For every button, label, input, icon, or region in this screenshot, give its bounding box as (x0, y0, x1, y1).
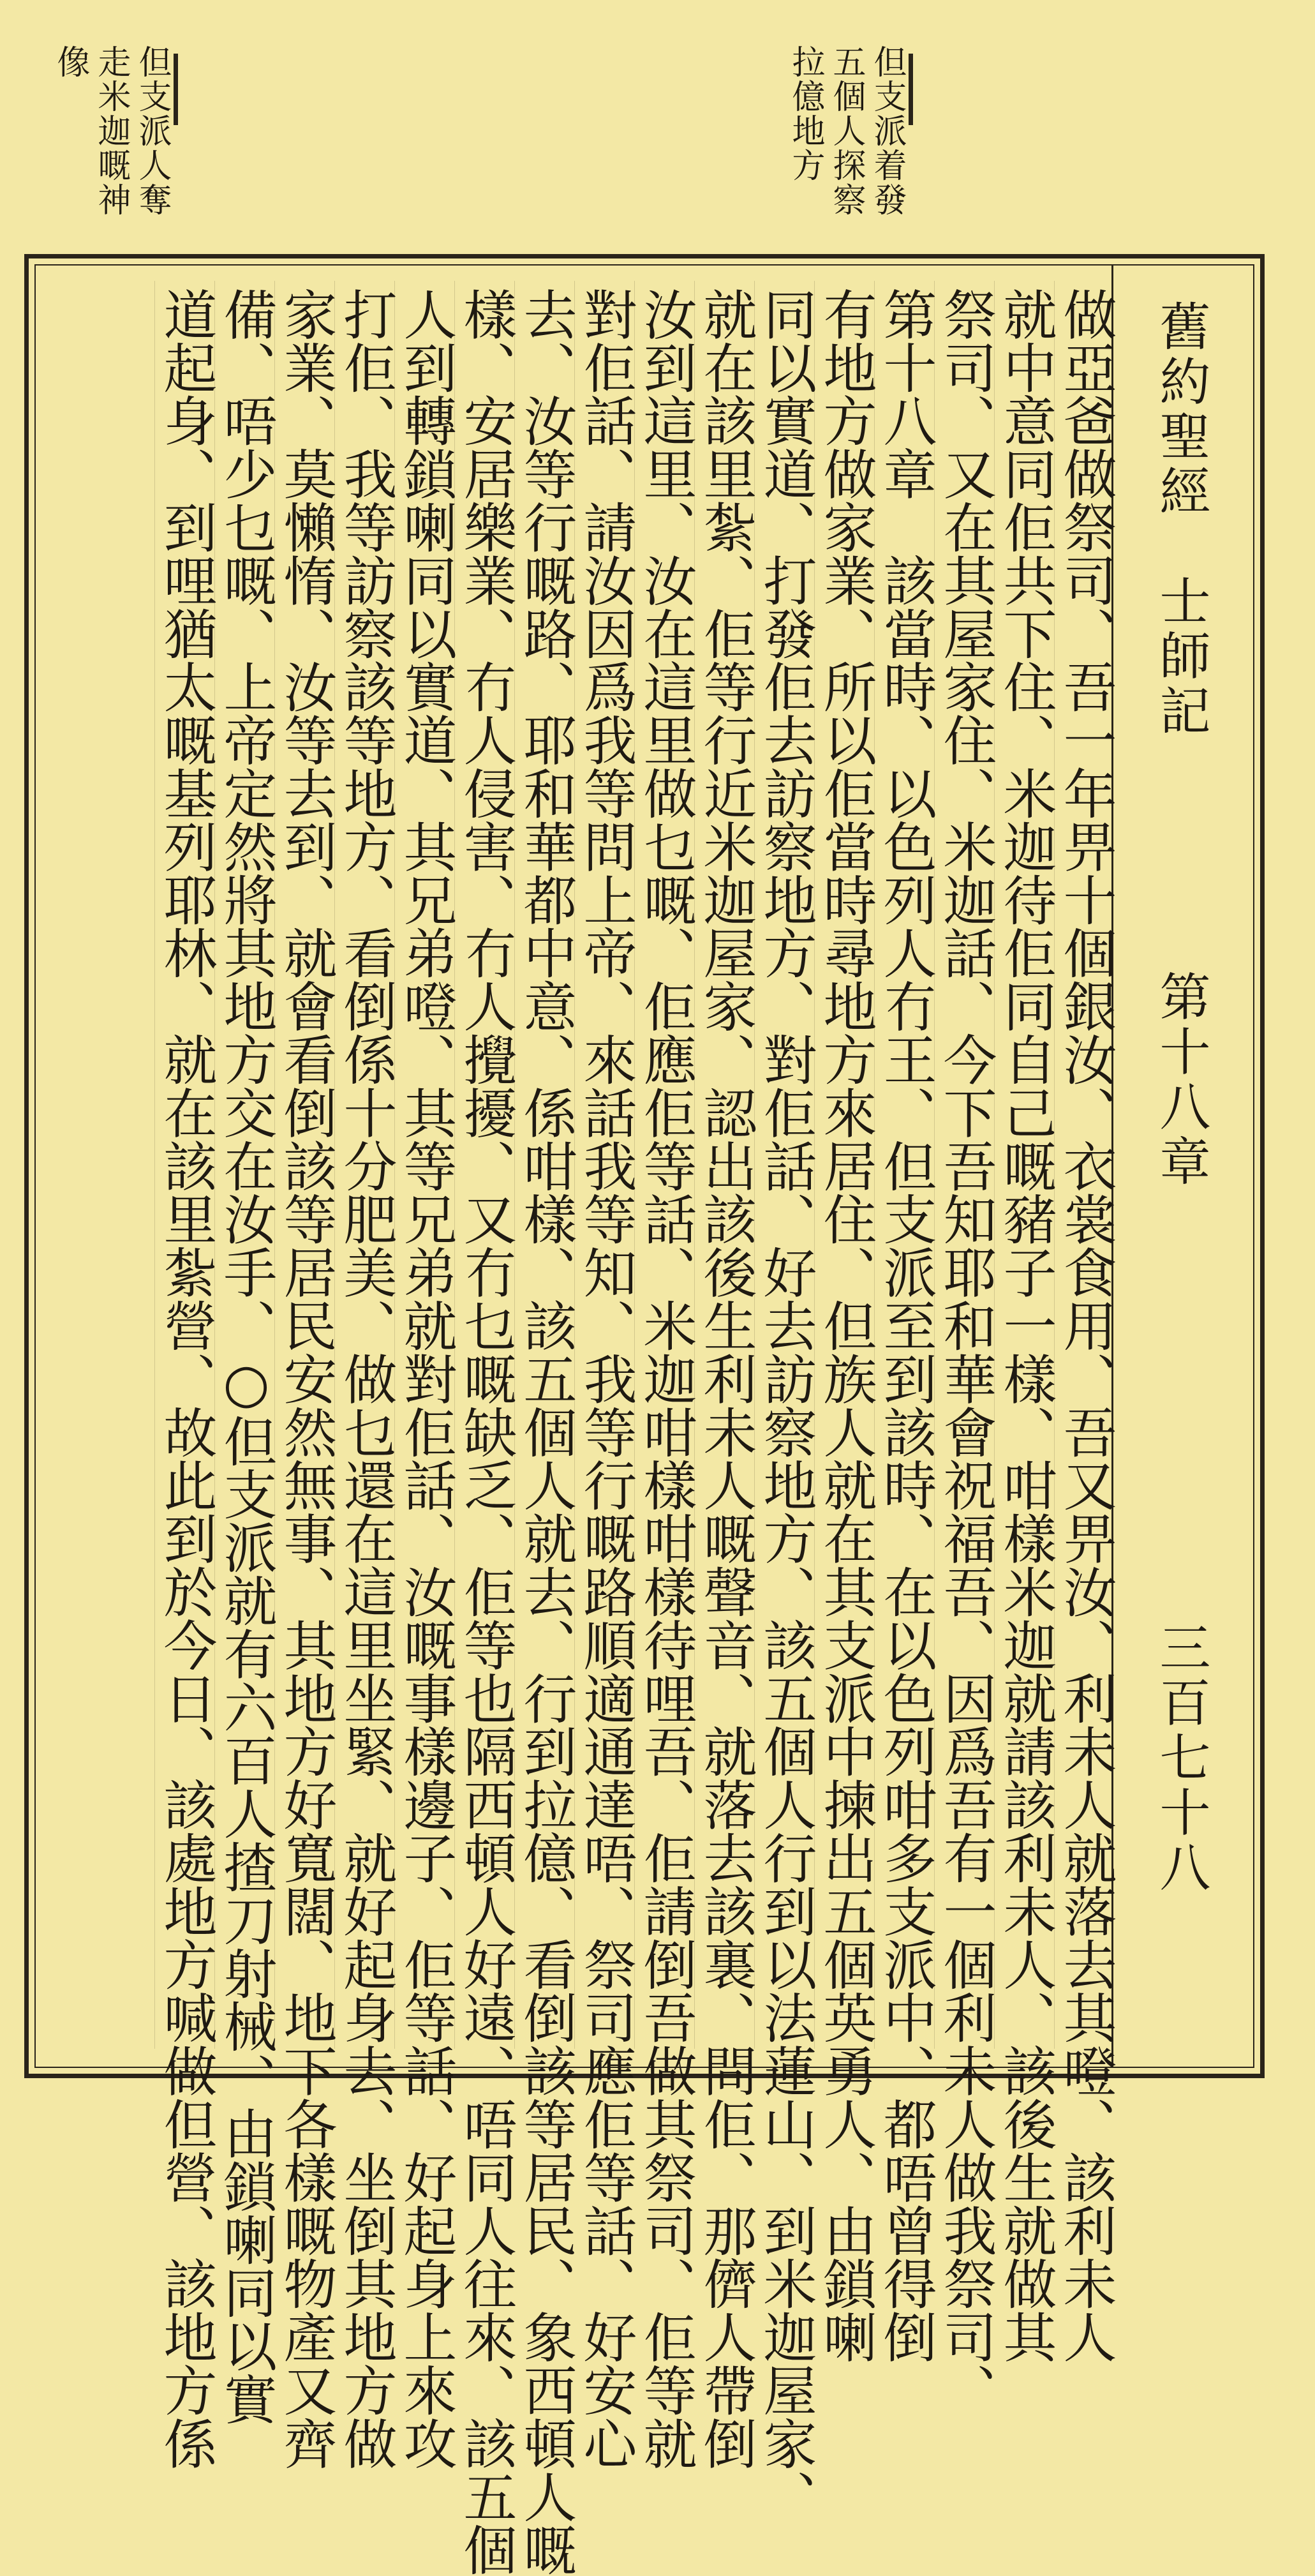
text-column-16: 道起身、到哩猶太嘅基列耶林、就在該里紮營、故此到於今日、該處地方喊做但營、該地方係 (155, 287, 218, 2470)
text-column-15: 備、唔少乜嘅、上帝定然將其地方交在汝手、○但支派就有六百人揸刀射械、由鎖喇同以實 (215, 287, 278, 2426)
text-column-4: 第十八章 該當時、以色列人冇王、但支派至到該時、在以色列咁多支派中、都唔曾得倒 (875, 287, 937, 2363)
text-column-11: 樣、安居樂業、冇人侵害、冇人攪擾、又冇乜嘅缺乏、佢等也隔西頓人好遠、唔同人往來、該五個 (455, 287, 517, 2576)
text-column-2: 就中意同佢共下住、米迦待佢同自己嘅豬子一樣、咁樣米迦就請該利未人、該後生就做其 (995, 287, 1057, 2363)
text-column-3: 祭司、又在其屋家住、米迦話、今下吾知耶和華會祝福吾、因爲吾有一個利未人做我祭司、 (935, 287, 997, 2417)
text-column-7: 就在該里紮、佢等行近米迦屋家、認出該後生利未人嘅聲音、就落去該裏、問佢、那儕人帶倒 (695, 287, 757, 2470)
text-column-12: 人到轉鎖喇同以實道、其兄弟噔、其等兄弟就對佢話、汝嘅事樣邊子、佢等話、好起身上來攻 (395, 287, 457, 2470)
note-right-line-1: 但支派着發 (868, 45, 906, 217)
note-right-line-3: 拉億地方 (786, 45, 824, 183)
text-column-14: 家業、莫懶惰、汝等去到、就會看倒該等居民安然無事、其地方好寬闊、地下各樣嘅物產又齊 (275, 287, 338, 2470)
text-column-5: 有地方做家業、所以佢當時尋地方來居住、但族人就在其支派中揀出五個英勇人、由鎖喇 (815, 287, 877, 2363)
text-column-1: 做亞爸做祭司、吾一年畀十個銀汝、衣裳食用、吾又畀汝、利未人就落去其噔、該利未人 (1055, 287, 1117, 2363)
page-number: 三百七十八 (1151, 1621, 1210, 1896)
note-left-line-1: 但支派人奪 (133, 45, 171, 217)
note-left-line-3: 像 (51, 45, 89, 79)
chapter-heading: 第十八章 (1151, 970, 1210, 1190)
book-title: 舊約聖經 士師記 (1151, 300, 1210, 739)
text-column-6: 同以實道、打發佢去訪察地方、對佢話、好去訪察地方、該五個人行到以法蓮山、到米迦屋家、 (755, 287, 817, 2523)
note-left-line-2: 走米迦嘅神 (92, 45, 130, 217)
note-right-line-2: 五個人探察 (827, 45, 865, 217)
note-bracket-mark (909, 54, 913, 125)
text-column-9: 對佢話、請汝因爲我等問上帝、來話我等知、我等行嘅路順適通達唔、祭司應佢等話、好安心 (575, 287, 637, 2470)
note-bracket-mark (174, 54, 178, 125)
text-column-13: 打佢、我等訪察該等地方、看倒係十分肥美、做乜還在這里坐緊、就好起身去、坐倒其地方做 (335, 287, 397, 2470)
text-column-8: 汝到這里、汝在這里做乜嘅、佢應佢等話、米迦咁樣咁樣待哩吾、佢請倒吾做其祭司、佢等就 (635, 287, 697, 2470)
text-column-10: 去、汝等行嘅路、耶和華都中意、係咁樣、該五個人就去、行到拉億、看倒該等居民、象西頓人嘅 (515, 287, 577, 2576)
